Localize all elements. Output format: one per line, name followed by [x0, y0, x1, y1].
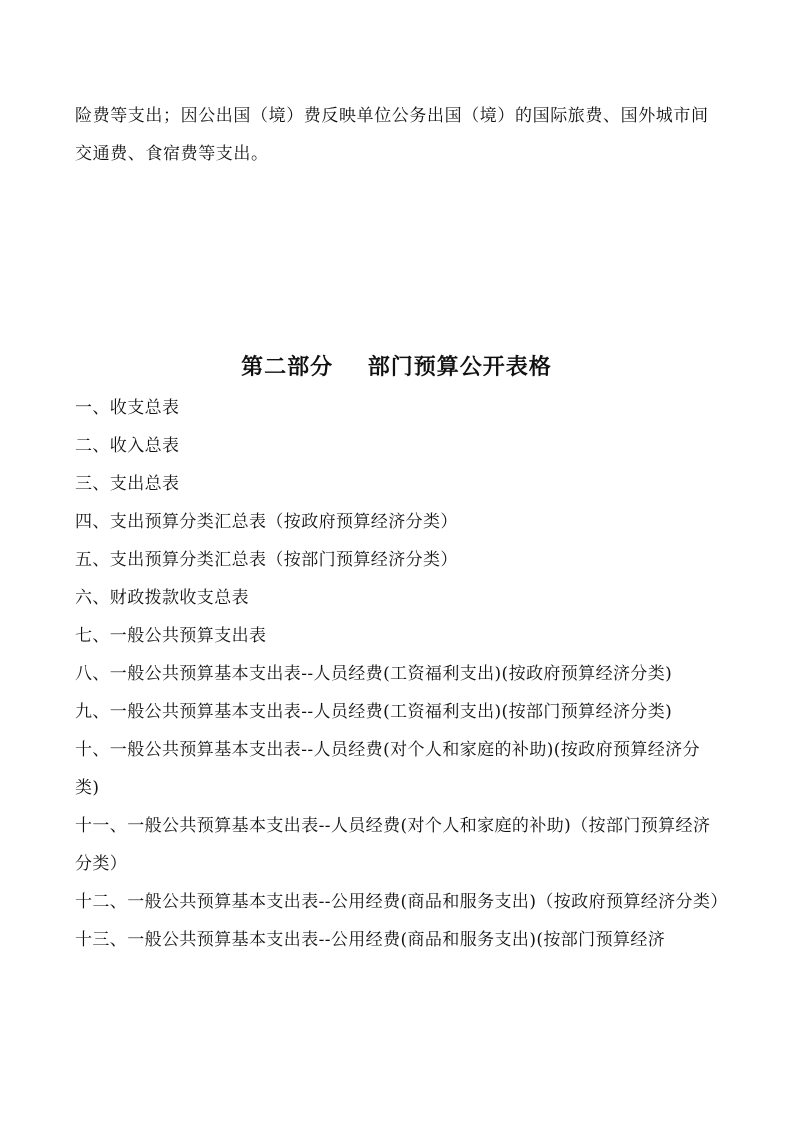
list-item: 四、支出预算分类汇总表（按政府预算经济分类） — [75, 512, 458, 532]
list-item: 二、收入总表 — [75, 436, 180, 456]
section-title: 第二部分 部门预算公开表格 — [241, 355, 552, 380]
table-list — [75, 389, 728, 959]
intro-paragraph: 险费等支出；因公出国（境）费反映单位公务出国（境）的国际旅费、国外城市间交通费、食宿费等支出。 — [75, 106, 709, 164]
list-item: 五、支出预算分类汇总表（按部门预算经济分类） — [75, 550, 458, 570]
list-item: 七、一般公共预算支出表 — [75, 626, 267, 646]
list-item: 三、支出总表 — [75, 474, 180, 494]
list-item: 十三、一般公共预算基本支出表--公用经费(商品和服务支出)(按部门预算经济 — [75, 930, 666, 950]
list-item: 六、财政拨款收支总表 — [75, 588, 249, 608]
list-item: 九、一般公共预算基本支出表--人员经费(工资福利支出)(按部门预算经济分类) — [75, 702, 673, 722]
list-item: 一、收支总表 — [75, 398, 180, 418]
list-item: 八、一般公共预算基本支出表--人员经费(工资福利支出)(按政府预算经济分类) — [75, 664, 673, 684]
list-item: 十、一般公共预算基本支出表--人员经费(对个人和家庭的补助)(按政府预算经济分类) — [75, 740, 700, 798]
list-item: 十一、一般公共预算基本支出表--人员经费(对个人和家庭的补助)（按部门预算经济分类） — [75, 816, 711, 874]
list-item: 十二、一般公共预算基本支出表--公用经费(商品和服务支出)（按政府预算经济分类） — [75, 892, 728, 912]
